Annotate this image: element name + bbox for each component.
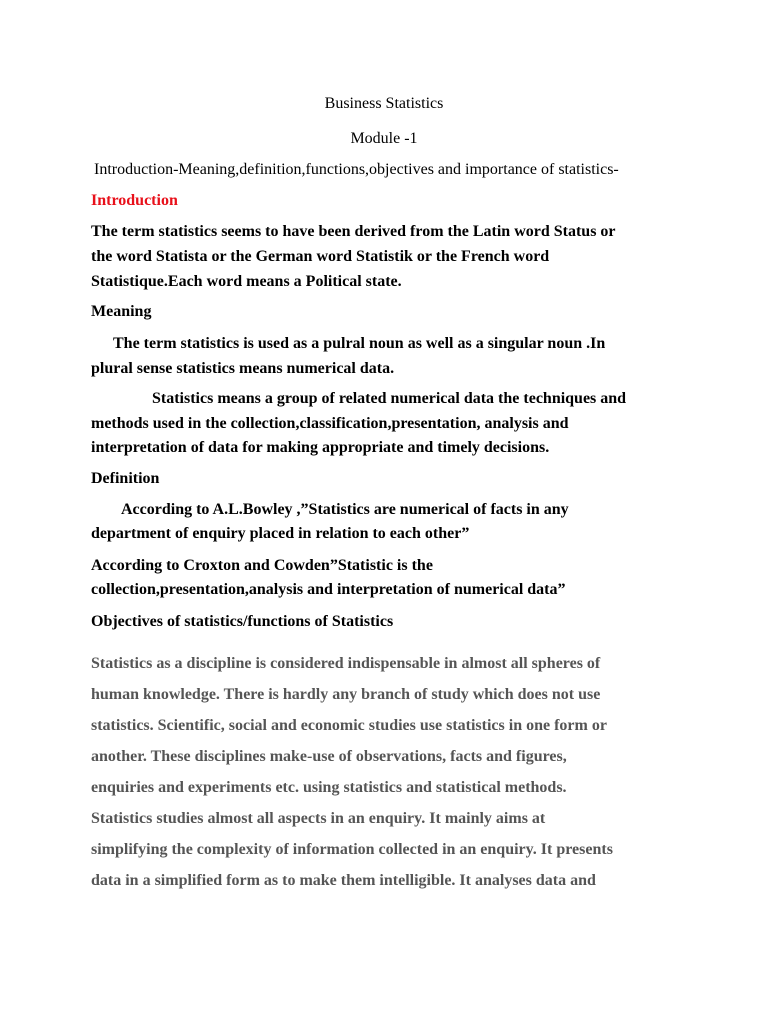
bowley-definition-line: According to A.L.Bowley ,”Statistics are numerical of facts in any <box>121 501 569 518</box>
introduction-heading: Introduction <box>91 192 178 209</box>
objectives-line: statistics. Scientific, social and economic studies use statistics in one form or <box>91 717 607 734</box>
meaning-para2-line: Statistics means a group of related numerical data the techniques and <box>152 390 627 407</box>
objectives-line: another. These disciplines make-use of observations, facts and figures, <box>91 748 567 765</box>
introduction-line: Statistique.Each word means a Political state. <box>91 273 402 290</box>
module-label: Module -1 <box>350 130 418 147</box>
meaning-para2-line: methods used in the collection,classification,presentation, analysis and <box>91 415 569 432</box>
objectives-line: data in a simplified form as to make them intelligible. It analyses data and <box>91 872 596 889</box>
introduction-line: the word Statista or the German word Statistik or the French word <box>91 248 550 265</box>
document-title: Business Statistics <box>324 95 444 112</box>
objectives-heading: Objectives of statistics/functions of Statistics <box>91 613 394 630</box>
croxton-definition-line: According to Croxton and Cowden”Statistic is the <box>91 557 433 574</box>
bowley-definition-line: department of enquiry placed in relation to each other” <box>91 525 470 542</box>
document-subtitle: Introduction-Meaning,definition,functions,objectives and importance of statistics- <box>94 161 619 178</box>
meaning-heading: Meaning <box>91 303 152 320</box>
definition-heading: Definition <box>91 470 160 487</box>
objectives-line: Statistics as a discipline is considered indispensable in almost all spheres of <box>91 655 601 672</box>
objectives-line: human knowledge. There is hardly any branch of study which does not use <box>91 686 601 703</box>
meaning-para1-line: plural sense statistics means numerical data. <box>91 360 395 377</box>
objectives-line: Statistics studies almost all aspects in an enquiry. It mainly aims at <box>91 810 546 827</box>
meaning-para1-line: The term statistics is used as a pulral noun as well as a singular noun .In <box>113 335 606 352</box>
croxton-definition-line: collection,presentation,analysis and interpretation of numerical data” <box>91 581 566 598</box>
introduction-line: The term statistics seems to have been derived from the Latin word Status or <box>91 223 616 240</box>
meaning-para2-line: interpretation of data for making appropriate and timely decisions. <box>91 439 550 456</box>
objectives-line: enquiries and experiments etc. using statistics and statistical methods. <box>91 779 567 796</box>
objectives-line: simplifying the complexity of information collected in an enquiry. It presents <box>91 841 613 858</box>
